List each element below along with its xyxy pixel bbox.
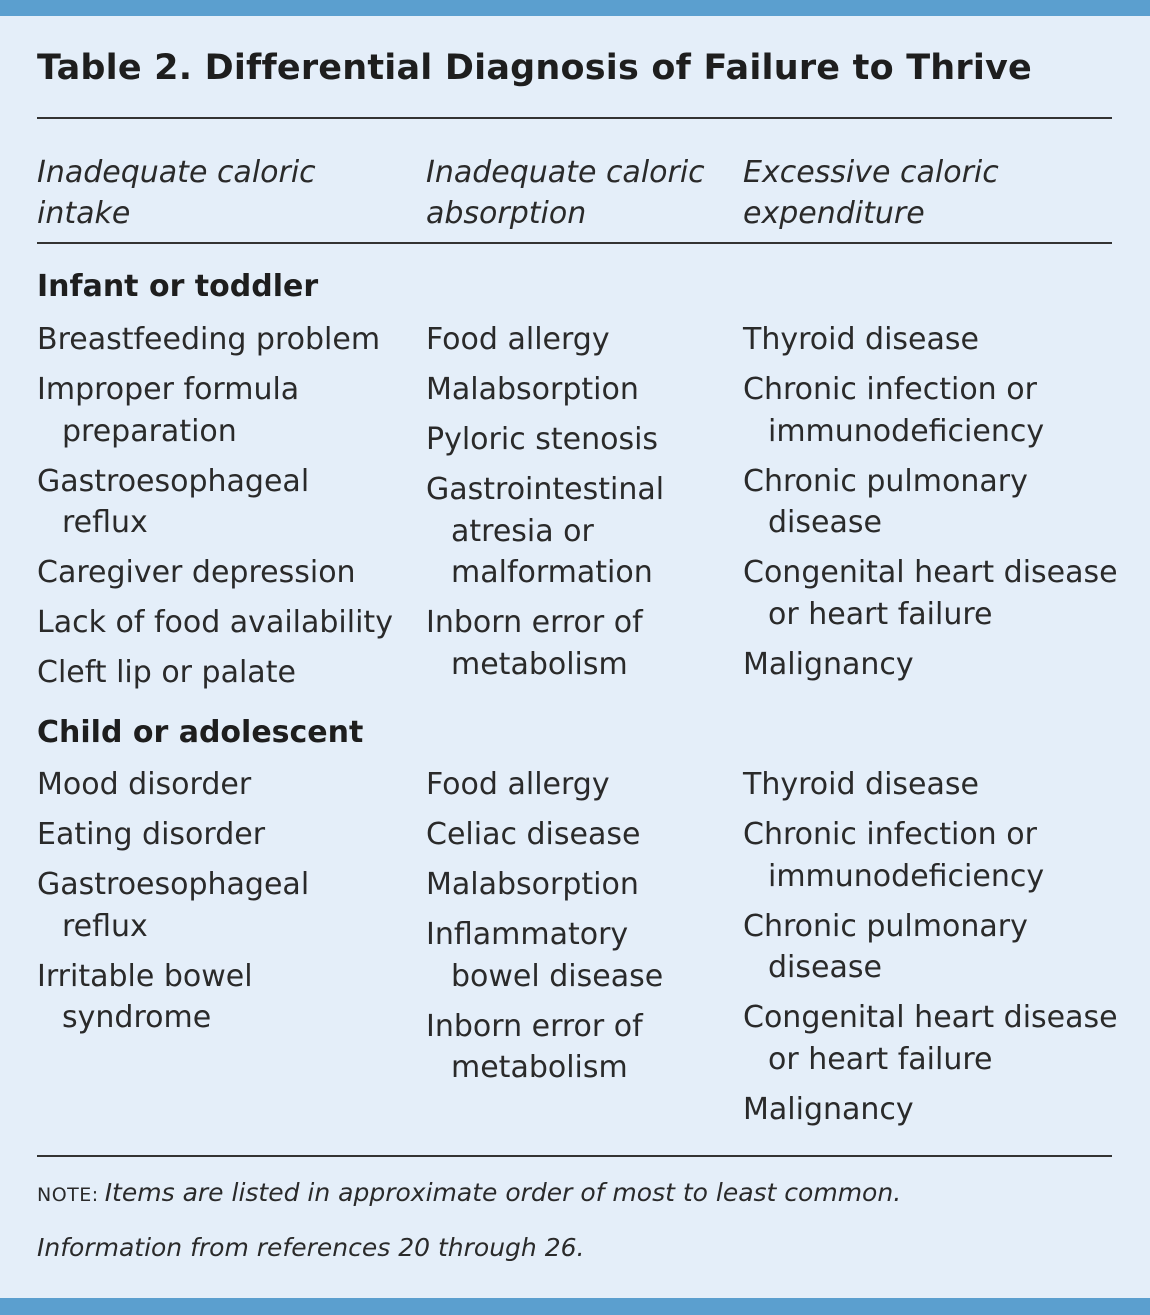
note-text: Items are listed in approximate order of most to least common.	[104, 1178, 902, 1207]
list-infant-intake	[37, 319, 397, 702]
section-label-child: Child or adolescent	[37, 715, 364, 750]
list-item: Inborn error of metabolism	[426, 1008, 643, 1085]
list-child-intake	[37, 764, 397, 1047]
list-item: Lack of food availability	[37, 605, 393, 640]
table-note	[37, 1178, 901, 1207]
list-item: Chronic pulmonary disease	[743, 463, 1028, 540]
list-item: Breastfeeding problem	[37, 322, 381, 357]
table-title: Table 2. Differential Diagnosis of Failure to Thrive	[37, 48, 1032, 88]
list-item: Caregiver depression	[37, 555, 356, 590]
list-item: Gastroesophageal reflux	[37, 463, 310, 540]
column-header-intake: Inadequate caloric intake	[37, 155, 316, 231]
list-item: Malignancy	[743, 1091, 914, 1127]
list-item: Chronic infection or immunodeficiency	[743, 817, 1045, 894]
list-item: Inborn error of metabolism	[426, 605, 643, 682]
list-item: Malabsorption	[426, 372, 639, 407]
list-item: Malabsorption	[426, 867, 639, 902]
list-item: Irritable bowel syndrome	[37, 958, 253, 1035]
list-item: Chronic pulmonary disease	[743, 908, 1028, 985]
column-header-expenditure: Excessive caloric expenditure	[743, 155, 999, 231]
list-item: Thyroid disease	[743, 322, 979, 357]
list-infant-absorption	[426, 319, 726, 694]
list-item: Gastrointestinal atresia or malformation	[426, 472, 665, 590]
list-child-expenditure	[743, 764, 1138, 1139]
list-infant-expenditure	[743, 319, 1138, 694]
list-item: Thyroid disease	[743, 767, 979, 802]
list-item: Improper formula preparation	[37, 372, 300, 449]
list-child-absorption	[426, 764, 726, 1097]
footer-rule	[37, 1155, 1112, 1157]
list-item: Congenital heart disease or heart failure	[743, 1000, 1118, 1077]
list-item: Malignancy	[743, 646, 914, 682]
list-item: Celiac disease	[426, 817, 641, 852]
section-label-infant: Infant or toddler	[37, 269, 319, 304]
list-item: Food allergy	[426, 322, 610, 357]
bottom-accent-bar	[0, 1298, 1150, 1315]
list-item: Mood disorder	[37, 767, 252, 802]
note-label: NOTE:	[37, 1184, 99, 1206]
list-item: Food allergy	[426, 767, 610, 802]
header-rule	[37, 242, 1112, 244]
title-rule	[37, 117, 1112, 119]
list-item: Chronic infection or immunodeficiency	[743, 372, 1045, 449]
list-item: Eating disorder	[37, 817, 266, 852]
list-item: Pyloric stenosis	[426, 422, 659, 457]
column-header-absorption: Inadequate caloric absorption	[426, 155, 705, 231]
list-item: Gastroesophageal reflux	[37, 867, 310, 944]
list-item: Congenital heart disease or heart failure	[743, 555, 1118, 632]
list-item: Cleft lip or palate	[37, 655, 296, 690]
list-item: Inflammatory bowel disease	[426, 917, 664, 994]
source-citation: Information from references 20 through 26.	[37, 1233, 585, 1262]
top-accent-bar	[0, 0, 1150, 16]
